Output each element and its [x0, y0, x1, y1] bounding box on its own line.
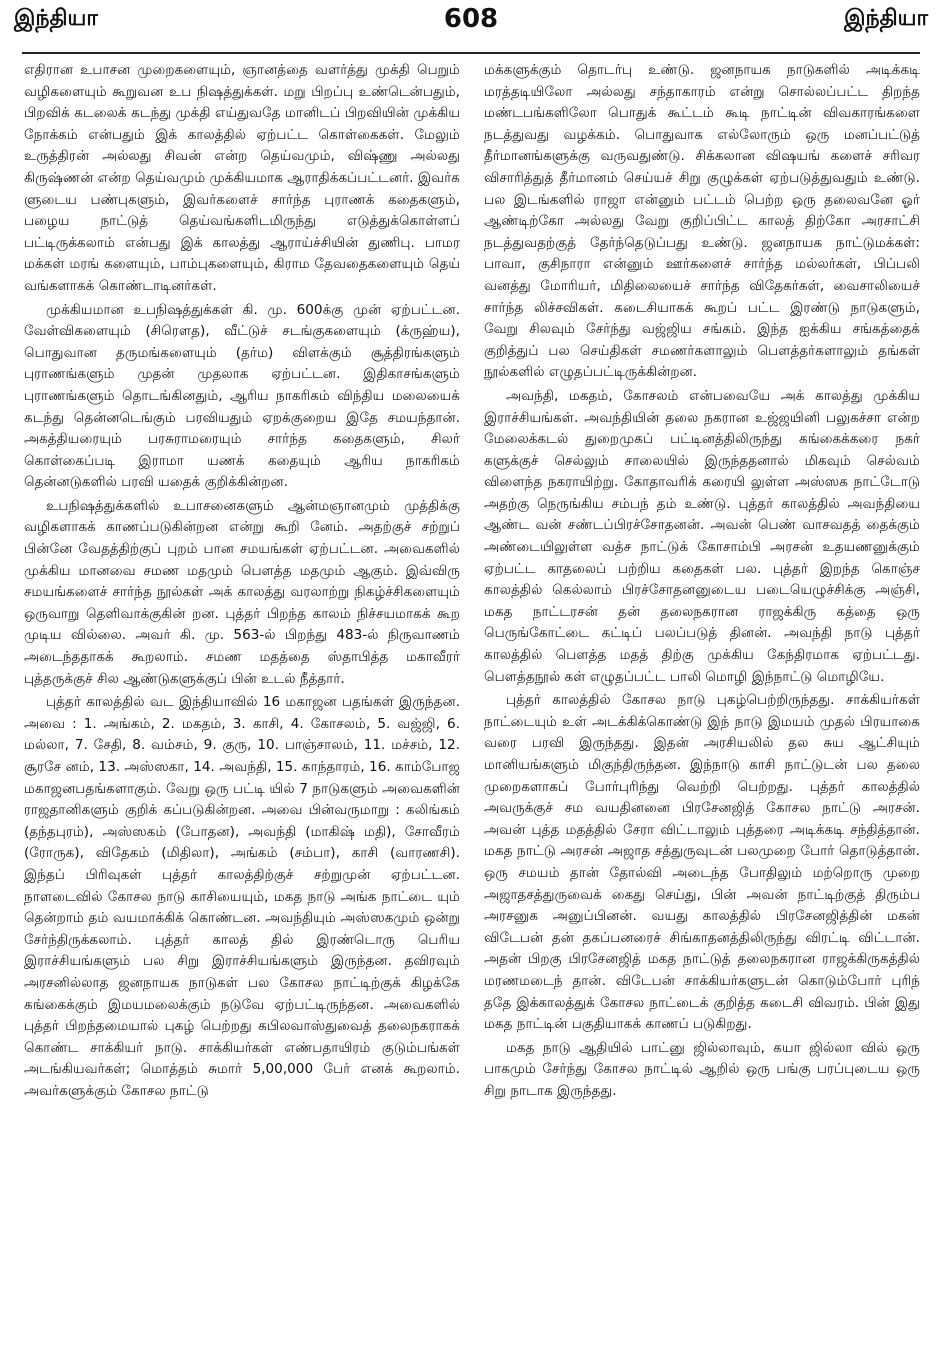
header-rule	[22, 52, 920, 54]
paragraph: புத்தர் காலத்தில் கோசல நாடு புகழ்பெற்றிருந்தது. சாக்கியர்கள் நாட்டையும் உள் அடக்கிக்கொண்டு இந் நாடு இமயம் முதல் பிரயாகை வரை பரவி இருந்தது. இதன் அரசியலில் தல சுய ஆட்சியும் மானியங்களும் மிகுந்திருந்தன. இந்நாடு காசி நாட்டுடன் பல தலை முறைகளாகப் போர்புரிந்து வெற்றி பெற்றது. புத்தர் காலத்தில் அவருக்குச் சம வயதினனை பிரசேனஜித் கோசல நாட்டு அரசன். அவன் புத்த மதத்தில் சேரா விட்டாலும் புத்தரை அடிக்கடி சந்தித்தான். மகத நாட்டு அரசன் அஜாத சத்துருவுடன் பலமுறை போர் தொடுத்தான். ஒரு சமயம் தான் தோல்வி அடைந்த போதிலும் மற்றொரு முறை அஜாதசத்துருவைக் கைது செய்து, பின் அவன் நாட்டிற்குத் திரும்ப அரசனுக அனுப்பினன். வயது காலத்தில் பிரசேனஜித்தின் மகன் விடேபன் தன் தகப்பனரைச் சிங்காதனத்திலிருந்து விரட்டி விட்டான். அதன் பிறகு பிரசேனஜித் மகத நாட்டுத் தலைநகரான ராஜக்கிருகத்தில் மரணமடைந் தான். விடேபன் சாக்கியர்களுடன் கொடும்போர் புரிந் ததே இக்காலத்துக் கோசல நாட்டைக் குறித்த கடைசி விவரம். பின் இது மகத நாட்டின் பகுதியாகக் காணப் படுகிறது.	[484, 692, 920, 1033]
running-title-left: இந்தியா	[14, 6, 98, 31]
running-title-right: இந்தியா	[844, 6, 928, 31]
page-header	[0, 0, 942, 50]
paragraph: எதிரான உபாசன முறைகளையும், ஞானத்தை வளர்த்து முக்தி பெறும் வழிகளையும் கூறுவன உப நிஷத்துக்கள். மறு பிறப்பு உண்டென்பதும், பிறவிக் கடலைக் கடந்து முக்தி எய்துவதே மானிடப் பிறவியின் முக்கிய நோக்கம் என்பதும் இக் காலத்தில் ஏற்பட்ட கொள்கைகள். மேலும் உருத்திரன் அல்லது சிவன் என்ற தெய்வமும், விஷ்ணு அல்லது கிருஷ்ணன் என்ற தெய்வமும் முக்கியமாக ஆராதிக்கப்பட்டனர். இவர்க ளுடைய பண்புகளும், இவர்களைச் சார்ந்த புராணக் கதைகளும், பழைய நாட்டுத் தெய்வங்களிடமிருந்து எடுத்துக்கொள்ளப் பட்டிருக்கலாம் என்பது இக் காலத்து ஆராய்ச்சியின் துணிபு. பாமர மக்கள் மரங் களையும், பாம்புகளையும், கிராம தேவதைகளையும் தெய் வங்களாகக் கொண்டாடினர்கள்.	[24, 62, 460, 294]
paragraph: உபநிஷத்துக்களில் உபாசனைகளும் ஆன்மஞானமும் முத்திக்கு வழிகளாகக் காணப்படுகின்றன என்று கூறி னேம். அதற்குச் சற்றுப் பின்னே வேதத்திற்குப் புறம் பான சமயங்கள் ஏற்பட்டன. அவைகளில் முக்கிய மானவை சமண மதமும் பௌத்த மதமும் ஆகும். இவ்விரு சமயங்களைச் சார்ந்த நூல்கள் அக் காலத்து வரலாற்று நிகழ்ச்சிகளையும் ஒருவாறு தெளிவாக்குகின் றன. புத்தர் பிறந்த காலம் நிச்சயமாகக் கூற முடிய வில்லை. அவர் கி. மு. 563-ல் பிறந்து 483-ல் நிருவாணம் அடைந்ததாகக் கூறலாம். சமண மதத்தை ஸ்தாபித்த மகாவீரர் புத்தருக்குச் சில ஆண்டுகளுக்குப் பின் உடல் நீத்தார்.	[24, 497, 460, 687]
right-column	[484, 60, 920, 1105]
paragraph: மக்களுக்கும் தொடர்பு உண்டு. ஜனநாயக நாடுகளில் அடிக்கடி மரத்தடியிலோ அல்லது சந்தாகாரம் என்று சொல்லப்பட்ட திறந்த மண்டபங்களிலோ பொதுக் கூட்டம் கூடி நாட்டின் விவகாரங்களை நடத்துவது வழக்கம். பொதுவாக எல்லோரும் ஒரு மனப்பட்டுத் தீர்மானங்களுக்கு வருவதுண்டு. சிக்கலான விஷயங் களைச் சரிவர விசாரித்துத் தீர்மானம் செய்யச் சிறு குழுக்கள் ஏற்படுத்துவதும் உண்டு. பல இடங்களில் ராஜா என்னும் பட்டம் பெற்ற ஒரு தலைவனே ஓர் ஆண்டிற்கோ அல்லது வேறு குறிப்பிட்ட காலத் திற்கோ அரசாட்சி நடத்துவதற்குத் தேர்ந்தெடுப்பது உண்டு. ஜனநாயக நாட்டுமக்கள்: பாவா, குசிநாரா என்னும் ஊர்களைச் சார்ந்த மல்லர்கள், பிப்பலி வனத்து மோரியர், மிதிலையைச் சார்ந்த விதேகர்கள், வைசாலியைச் சார்ந்த லிச்சவிகள். கடைசியாகக் கூறப் பட்ட இரண்டு நாடுகளும், வேறு சிலவும் சேர்ந்து வஜ்ஜிய சங்கம். இந்த ஐக்கிய சங்கத்தைக் குறித்துப் பல செய்திகள் சமணர்களாலும் பௌத்தர்களாலும் தங்கள் நூல்களில் எழுதப்பட்டிருக்கின்றன.	[484, 62, 920, 381]
left-column	[24, 60, 460, 1105]
page-number: 608	[443, 4, 499, 34]
paragraph: மகத நாடு ஆதியில் பாட்னு ஜில்லாவும், கயா ஜில்லா வில் ஒரு பாகமும் சேர்ந்து கோசல நாட்டில் ஆறில் ஒரு பங்கு பரப்புடைய ஒரு சிறு நாடாக இருந்தது.	[484, 1039, 920, 1099]
paragraph: முக்கியமான உபநிஷத்துக்கள் கி. மு. 600க்கு முன் ஏற்பட்டன. வேள்விகளையும் (சிரௌத), வீட்டுச் சடங்குகளையும் (க்ருஹ்ய), பொதுவான தருமங்களையும் (தர்ம) விளக்கும் சூத்திரங்களும் புராணங்களும் முதன் முதலாக ஏற்பட்டன. இதிகாசங்களும் புராணங்களும் தொடங்கினதும், ஆரிய நாகரிகம் விந்திய மலையைக் கடந்து தென்னடெங்கும் பரவியதும் ஏறக்குறைய இதே சமயந்தான். அகத்தியரையும் பரசுராமரையும் சார்ந்த கதைகளும், சிலர் கொள்கைப்படி இராமா யணக் கதையும் ஆரிய நாகரிகம் தென்னடுகளில் பரவி யதைக் குறிக்கின்றன.	[24, 301, 460, 491]
paragraph: அவந்தி, மகதம், கோசலம் என்பவையே அக் காலத்து முக்கிய இராச்சியங்கள். அவந்தியின் தலை நகரான உஜ்ஜயினி பலுகச்சா என்ற மேலைக்கடல் துறைமுகப் பட்டினத்திலிருந்து கங்கைக்கரை நகர் களுக்குச் செல்லும் சாலையில் இருந்ததனால் மிகவும் செல்வம் விளைந்த நகராயிற்று. கோதாவரிக் கரையி லுள்ள அஸ்ஸக நாட்டோடு அதற்கு நெருங்கிய சம்பந் தம் உண்டு. புத்தர் காலத்தில் அவந்தியை ஆண்ட வன் சண்டப்பிரச்சோதனன். அவன் பெண் வாசவதத் தைக்கும் அண்டையிலுள்ள வத்ச நாட்டுக் கோசாம்பி அரசன் உதயணனுக்கும் ஏற்பட்ட காதலைப் பற்றிய கதைகள் பல. புத்தர் இறந்த கொஞ்ச காலத்தில் கெல்லாம் பிரச்சோதனனுடைய படையெழுச்சிக்கு அஞ்சி, மகத நாட்டரசன் தன் தலைநகரான ராஜக்கிரு கத்தை ஒரு பெருங்கோட்டை கட்டிப் பலப்படுத் தினன். அவந்தி நாடு புத்தர் காலத்தில் பௌத்த மதத் திற்கு முக்கிய கேந்திரமாக ஏற்பட்டது. பௌத்தநூல் கள் எழுதப்பட்ட பாலி மொழி இந்நாட்டு மொழியே.	[484, 387, 920, 685]
paragraph: புத்தர் காலத்தில் வட இந்தியாவில் 16 மகாஜன பதங்கள் இருந்தன. அவை : 1. அங்கம், 2. மகதம், 3. காசி, 4. கோசலம், 5. வஜ்ஜி, 6. மல்லா, 7. சேதி, 8. வம்சம், 9. குரு, 10. பாஞ்சாலம், 11. மச்சம், 12. சூரசே னம், 13. அஸ்ஸகா, 14. அவந்தி, 15. காந்தாரம், 16. காம்போஜ மகாஜனபதங்களாகும். வேறு ஒரு பட்டி யில் 7 நாடுகளும் அவைகளின் ராஜதானிகளும் குறிக் கப்படுகின்றன. அவை பின்வருமாறு : கலிங்கம் (தந்தபுரம்), அஸ்ஸகம் (போதன), அவந்தி (மாகிஷ் மதி), சோவீரம் (ரோருக), விதேகம் (மிதிலா), அங்கம் (சம்பா), காசி (வாரணசி). இந்தப் பிரிவுகள் புத்தர் காலத்திற்குச் சற்றுமுன் ஏற்பட்டன. நாளடைவில் கோசல நாடு காசியையும், மகத நாடு அங்க நாட்டை யும் தென்றாம் தம் வயமாக்கிக் கொண்டன. அவந்தியும் அஸ்ஸகமும் ஒன்று சேர்ந்திருக்கலாம். புத்தர் காலத் தில் இரண்டொரு பெரிய இராச்சியங்களும் பல சிறு இராச்சியங்களும் இருந்தன. தவிரவும் அரசனில்லாத ஜனநாயக நாடுகள் பல கோசல நாட்டிற்குக் கிழக்கே கங்கைக்கும் இமயமலைக்கும் நடுவே ஏற்பட்டிருந்தன. அவைகளில் புத்தர் பிறந்தமையால் புகழ் பெற்றது கபிலவாஸ்துவைத் தலைநகராகக் கொண்ட சாக்கியர் நாடு. சாக்கியர்கள் எண்பதாயிரம் குடும்பங்கள் அடங்கியவர்கள்; மொத்தம் சுமார் 5,00,000 பேர் எனக் கூறலாம். அவர்களுக்கும் கோசல நாட்டு	[24, 694, 460, 1099]
